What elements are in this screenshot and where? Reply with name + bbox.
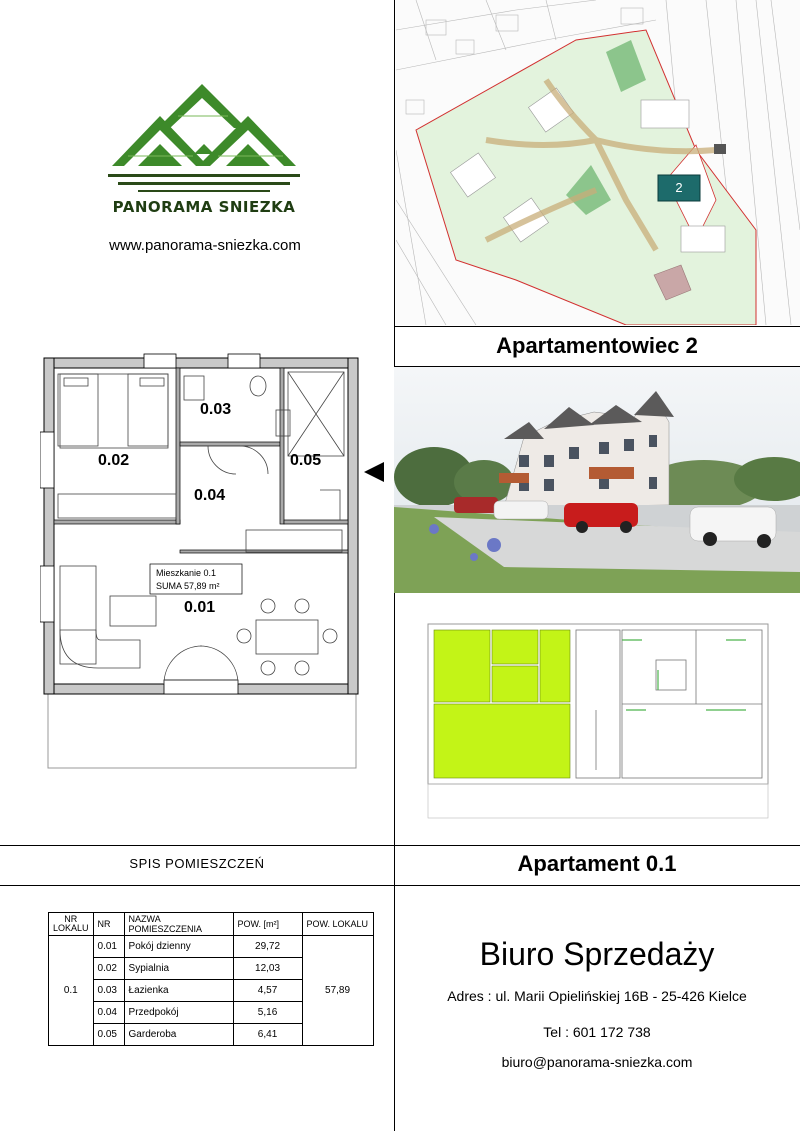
row-nr: 0.03 <box>93 980 124 1002</box>
floor-plan <box>40 350 360 770</box>
rooms-list-title: SPIS POMIESZCZEŃ <box>129 856 265 871</box>
key-plan <box>426 620 772 820</box>
building-render <box>394 367 800 593</box>
key-plan-highlight <box>434 630 570 778</box>
rooms-table <box>48 912 374 1046</box>
apartment-title: Apartament 0.1 <box>517 851 677 876</box>
logo <box>98 66 310 246</box>
room-label-0.01: 0.01 <box>184 599 216 616</box>
divider-section-bottom <box>0 885 800 886</box>
row-nr: 0.02 <box>93 958 124 980</box>
apartment-label: Mieszkanie 0.1 <box>156 568 217 578</box>
table-row <box>49 936 374 958</box>
brand-name: PANORAMA SNIEZKA <box>112 198 296 216</box>
row-nr: 0.01 <box>93 936 124 958</box>
unit-number: 0.1 <box>49 936 94 1046</box>
room-label-0.03: 0.03 <box>200 401 232 418</box>
apartment-area: SUMA 57,89 m² <box>156 581 220 591</box>
pointer-arrow-icon <box>362 460 386 484</box>
building-title: Apartamentowiec 2 <box>496 333 698 358</box>
header-nr: NR <box>93 913 124 936</box>
row-area: 12,03 <box>233 958 302 980</box>
room-label-0.05: 0.05 <box>290 452 322 469</box>
website-link[interactable]: www.panorama-sniezka.com <box>109 237 301 254</box>
row-nr: 0.05 <box>93 1024 124 1046</box>
header-unit-area: POW. LOKALU <box>302 913 373 936</box>
row-name: Sypialnia <box>124 958 233 980</box>
row-name: Przedpokój <box>124 1002 233 1024</box>
row-name: Garderoba <box>124 1024 233 1046</box>
header-nr-lokalu: NR LOKALU <box>49 913 94 936</box>
row-area: 5,16 <box>233 1002 302 1024</box>
divider-building-title-top <box>394 326 800 327</box>
row-area: 29,72 <box>233 936 302 958</box>
sales-office-email[interactable]: biuro@panorama-sniezka.com <box>501 1054 693 1070</box>
row-area: 6,41 <box>233 1024 302 1046</box>
row-name: Pokój dzienny <box>124 936 233 958</box>
site-plan-map <box>396 0 800 325</box>
sales-office-address: Adres : ul. Marii Opielińskiej 16B - 25-426 Kielce <box>447 988 747 1004</box>
site-building-number: 2 <box>675 180 683 195</box>
header-area: POW. [m²] <box>233 913 302 936</box>
unit-area: 57,89 <box>302 936 373 1046</box>
divider-section-top <box>0 845 800 846</box>
room-label-0.04: 0.04 <box>194 487 226 504</box>
sales-office-phone[interactable]: Tel : 601 172 738 <box>543 1024 651 1040</box>
row-area: 4,57 <box>233 980 302 1002</box>
header-name: NAZWA POMIESZCZENIA <box>124 913 233 936</box>
mountain-logo-icon <box>98 66 310 196</box>
row-name: Łazienka <box>124 980 233 1002</box>
sales-office-title: Biuro Sprzedaży <box>479 936 715 972</box>
room-label-0.02: 0.02 <box>98 452 130 469</box>
row-nr: 0.04 <box>93 1002 124 1024</box>
